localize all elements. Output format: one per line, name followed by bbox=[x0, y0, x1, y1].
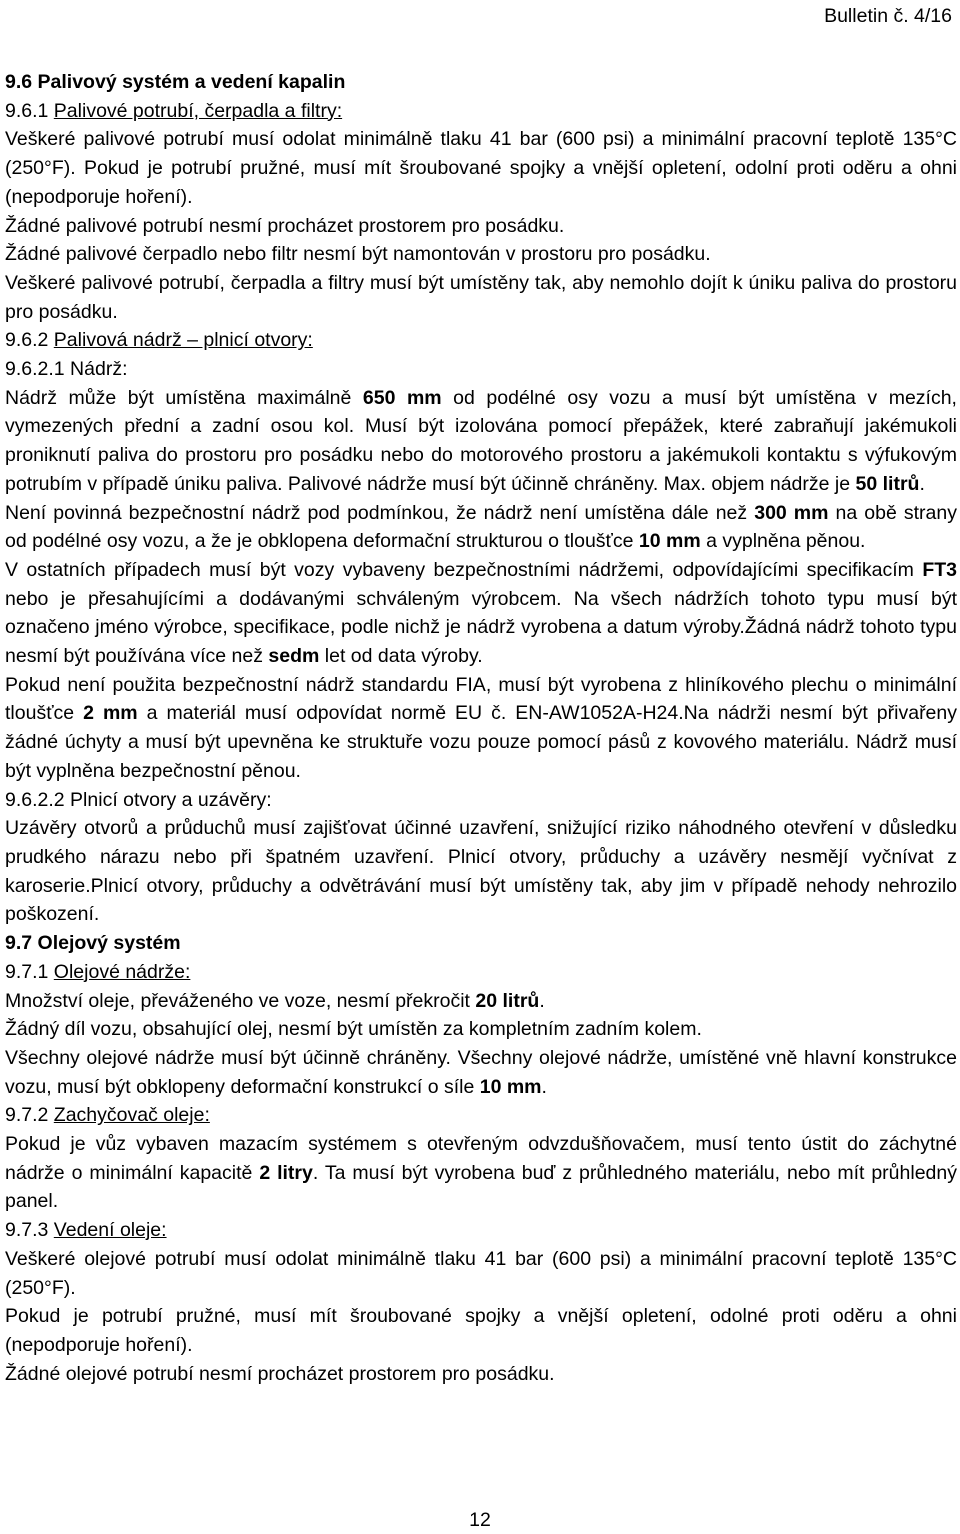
paragraph-oil-lines-pressure: Veškeré olejové potrubí musí odolat minimálně tlaku 41 bar (600 psi) a minimální pracovní teplotě 135°C (250°F). bbox=[5, 1247, 957, 1299]
section-9-6-heading: 9.6 Palivový systém a vedení kapalin bbox=[5, 71, 346, 93]
paragraph-oil-catch-tank: Pokud je vůz vybaven mazacím systémem s otevřeným odvzdušňovačem, musí tento ústit do záchytné nádrže o minimální kapacitě 2 litry. Ta musí být vyrobena buď z průhledného materiálu, nebo mít průhledný panel. bbox=[5, 1133, 957, 1213]
bulletin-header: Bulletin č. 4/16 bbox=[824, 5, 952, 27]
paragraph-fuel-pump-cockpit: Žádné palivové čerpadlo nebo filtr nesmí být namontován v prostoru pro posádku. bbox=[5, 243, 711, 266]
paragraph-aluminium-tank: Pokud není použita bezpečnostní nádrž standardu FIA, musí být vyrobena z hliníkového plechu o minimální tloušťce 2 mm a materiál musí odpovídat normě EU č. EN-AW1052A-H24.Na nádrži nesmí být přivařeny žádné úchyty a musí být upevněna ke struktuře vozu pouze pomocí pásů z kovového materiálu. Nádrž musí být vyplněna bezpečnostní pěnou. bbox=[5, 673, 958, 782]
section-9-6-1-title: 9.6.1 Palivové potrubí, čerpadla a filtry: bbox=[5, 99, 343, 122]
paragraph-fuel-lines-cockpit: Žádné palivové potrubí nesmí procházet prostorem pro posádku. bbox=[5, 214, 565, 237]
paragraph-oil-lines-flexible: Pokud je potrubí pružné, musí mít šroubované spojky a vnější opletení, odolné proti oděru a ohni (nepodporuje hoření). bbox=[5, 1305, 957, 1356]
section-9-7-3-title: 9.7.3 Vedení oleje: bbox=[5, 1219, 167, 1242]
section-9-7-2-title: 9.7.2 Zachyčovač oleje: bbox=[5, 1104, 210, 1127]
paragraph-fuel-lines-pressure: Veškeré palivové potrubí musí odolat minimálně tlaku 41 bar (600 psi) a minimální pracovní teplotě 135°C (250°F). Pokud je potrubí pružné, musí mít šroubované spojky a vnější opletení, odolní proti oděru a ohni (nepodporuje hoření). bbox=[5, 128, 957, 208]
paragraph-oil-position: Žádný díl vozu, obsahující olej, nesmí být umístěn za kompletním zadním kolem. bbox=[5, 1018, 702, 1041]
paragraph-oil-tank-protection: Všechny olejové nádrže musí být účinně chráněny. Všechny olejové nádrže, umístěné vně hlavní konstrukce vozu, musí být obklopeny deformační konstrukcí o síle 10 mm. bbox=[5, 1046, 957, 1098]
paragraph-ft3-tanks: V ostatních případech musí být vozy vybaveny bezpečnostními nádržemi, odpovídajícími specifikacím FT3 nebo je přesahujícími a dodávanými schváleným výrobcem. Na všech nádržích tohoto typu musí být označeno jméno výrobce, specifikace, podle nichž je nádrž vyrobena a datum výroby.Žádná nádrž tohoto typu nesmí být používána více než sedm let od data výroby. bbox=[5, 558, 957, 668]
section-9-6-2-2-title: 9.6.2.2 Plnicí otvory a uzávěry: bbox=[5, 788, 272, 811]
section-9-7-heading: 9.7 Olejový systém bbox=[5, 932, 181, 955]
section-9-6-2-title: 9.6.2 Palivová nádrž – plnicí otvory: bbox=[5, 329, 313, 352]
page-content bbox=[5, 68, 957, 1388]
paragraph-safety-tank-optional: Není povinná bezpečnostní nádrž pod podmínkou, že nádrž není umístěna dále než 300 mm na obě strany od podélné osy vozu, a že je obklopena deformační strukturou o tloušťce 10 mm a vyplněna pěnou. bbox=[5, 501, 957, 553]
paragraph-tank-position: Nádrž může být umístěna maximálně 650 mm od podélné osy vozu a musí být umístěna v mezích, vymezených přední a zadní osou kol. Musí být izolována pomocí přepážek, které zabraňují jakémukoli proniknutí paliva do prostoru pro posádku nebo do motorového prostoru a jakémukoli kontaktu s výfukovým potrubím v případě úniku paliva. Palivové nádrže musí být účinně chráněny. Max. objem nádrže je 50 litrů. bbox=[5, 386, 957, 495]
section-9-7-1-title: 9.7.1 Olejové nádrže: bbox=[5, 960, 191, 983]
section-9-6-2-1-title: 9.6.2.1 Nádrž: bbox=[5, 358, 128, 381]
paragraph-oil-lines-cockpit: Žádné olejové potrubí nesmí procházet prostorem pro posádku. bbox=[5, 1362, 555, 1385]
page-number: 12 bbox=[469, 1509, 491, 1531]
paragraph-oil-quantity: Množství oleje, převáženého ve voze, nesmí překročit 20 litrů. bbox=[5, 989, 545, 1012]
paragraph-fuel-leak: Veškeré palivové potrubí, čerpadla a filtry musí být umístěny tak, aby nemohlo dojít k úniku paliva do prostoru pro posádku. bbox=[5, 271, 957, 323]
paragraph-filler-caps: Uzávěry otvorů a průduchů musí zajišťovat účinné uzavření, snižující riziko náhodného otevření v důsledku prudkého nárazu nebo při špatném uzavření. Plnicí otvory, průduchy a uzávěry nesmějí vyčnívat z karoserie.Plnicí otvory, průduchy a odvětrávání musí být umístěny tak, aby jim v případě nehody nehrozilo poškození. bbox=[5, 817, 957, 926]
